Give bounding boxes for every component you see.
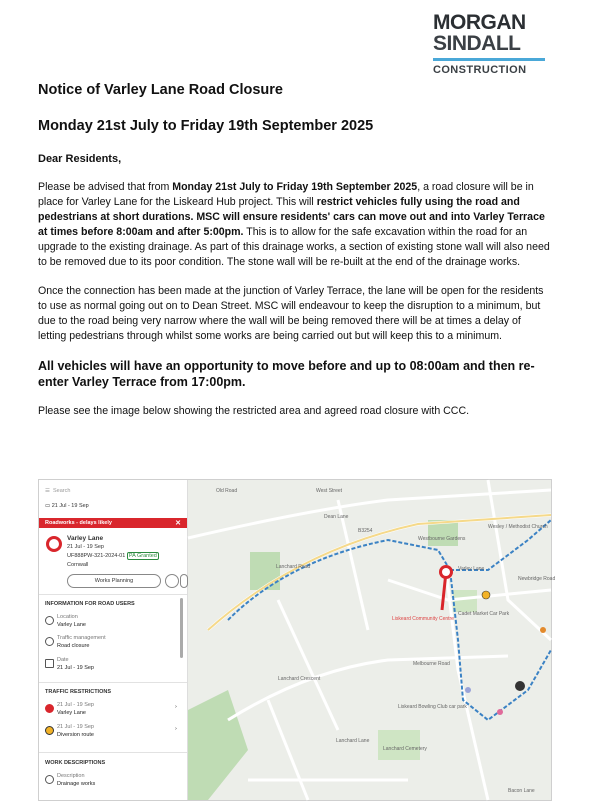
- logo-line-1: MORGAN: [433, 11, 526, 34]
- company-logo: [433, 12, 548, 76]
- divider: [39, 682, 187, 683]
- notice-title: Notice of Varley Lane Road Closure: [38, 82, 283, 98]
- para1-text-e: This is to allow for the safe excavation within the road for an upgrade to the existing drainage. As part of this drainage works, a section of existing stone wall will also need to be removed due to its poor condition. The stone wall will be re-built at the end of the drainage works.: [38, 226, 550, 268]
- greeting: Dear Residents,: [38, 153, 122, 165]
- map-label: Liskeard Community Centre: [392, 616, 454, 622]
- map-label: Lanchard Cemetery: [383, 746, 427, 752]
- location-pin-icon: [45, 616, 54, 625]
- card-ref-value: UF888PW-321-2024-01: [67, 553, 126, 559]
- map-label: Old Road: [216, 488, 238, 494]
- para1-dates-bold: Monday 21st July to Friday 19th September 2025: [172, 181, 418, 193]
- chevron-right-icon[interactable]: ›: [175, 704, 177, 710]
- poi-marker-icon: [540, 627, 546, 633]
- map-label: Lanchard Crescent: [278, 676, 321, 682]
- map-label: West Street: [316, 488, 343, 494]
- map-label: Bacon Lane: [508, 788, 535, 794]
- calendar-icon: [45, 659, 54, 668]
- logo-rule: [433, 58, 545, 61]
- poi-marker-icon: [465, 687, 471, 693]
- date-value: 21 Jul - 19 Sep: [57, 665, 94, 671]
- work-value: Drainage works: [57, 781, 96, 787]
- logo-line-3: CONSTRUCTION: [433, 64, 527, 76]
- date-label: Date: [57, 657, 69, 663]
- para1-text-a: Please be advised that from: [38, 181, 173, 193]
- green-area: [453, 590, 477, 612]
- more-options-icon[interactable]: [180, 574, 188, 588]
- close-icon[interactable]: ✕: [175, 520, 181, 527]
- map-label: Cadet Market Car Park: [458, 611, 510, 617]
- traffic-management-icon: [45, 637, 54, 646]
- map-label: B3254: [358, 528, 373, 534]
- map-label: Dean Lane: [324, 514, 349, 520]
- location-value: Varley Lane: [57, 622, 86, 628]
- card-authority: Cornwall: [67, 562, 89, 568]
- dates-heading: Monday 21st July to Friday 19th September 2025: [38, 118, 374, 134]
- location-label: Location: [57, 614, 78, 620]
- banner-text: Roadworks - delays likely: [45, 520, 112, 526]
- roadworks-side-panel: [39, 480, 188, 800]
- no-entry-sign-icon: [46, 536, 62, 552]
- roadworks-banner: [39, 518, 187, 528]
- map-label: Newbridge Road: [518, 576, 556, 582]
- map-label: Lanchard Lane: [336, 738, 370, 744]
- chevron-right-icon[interactable]: ›: [175, 726, 177, 732]
- map-label: Liskeard Bowling Club car park: [398, 704, 467, 710]
- para1-text-c: , a road closure will be in place for Varley Lane for the Liskeard Hub project. This will: [38, 181, 534, 208]
- restrictions-heading: TRAFFIC RESTRICTIONS: [45, 689, 111, 695]
- restriction-1-date: 21 Jul - 19 Sep: [57, 702, 94, 708]
- restriction-2-date: 21 Jul - 19 Sep: [57, 724, 94, 730]
- road-closure-icon: [45, 704, 54, 713]
- date-filter[interactable]: ▭ 21 Jul - 19 Sep: [45, 503, 89, 509]
- restriction-1-value[interactable]: Varley Lane: [57, 710, 86, 716]
- search-placeholder: Search: [53, 488, 71, 494]
- paragraph-2: Once the connection has been made at the junction of Varley Terrace, the lane will be open for the residents to use as normal going out on to Dean Street. MSC will endeavour to keep the disruption to a minimum, but due to the road being very narrow where the wall will be being removed there will be at times a delay of letting pedestrians through whilst some works are being carried out but will keep this to a minimum.: [38, 285, 544, 342]
- divider: [39, 594, 187, 595]
- roadworks-map-screenshot: [38, 479, 556, 801]
- search-field[interactable]: ☰ Search: [45, 488, 71, 494]
- works-planning-button[interactable]: [67, 574, 161, 588]
- info-heading: INFORMATION FOR ROAD USERS: [45, 601, 135, 607]
- paragraph-4: Please see the image below showing the restricted area and agreed road closure with CCC.: [38, 405, 470, 417]
- works-planning-label: Works Planning: [94, 578, 134, 584]
- share-icon[interactable]: [165, 574, 179, 588]
- traffic-label: Traffic management: [57, 635, 106, 641]
- map-label: Westbourne Gardens: [418, 536, 466, 542]
- street-map[interactable]: [188, 480, 556, 800]
- description-icon: [45, 775, 54, 784]
- work-heading: WORK DESCRIPTIONS: [45, 760, 106, 766]
- map-label: Wesley / Methodist Church: [488, 524, 548, 530]
- diversion-marker-icon: [482, 591, 490, 599]
- map-label: Lanchard Road: [276, 564, 311, 570]
- restriction-2-value[interactable]: Diversion route: [57, 732, 94, 738]
- map-label: Varley Lane: [458, 566, 485, 572]
- work-label: Description: [57, 773, 85, 779]
- divider: [39, 752, 187, 753]
- road-name: Varley Lane: [67, 535, 104, 542]
- green-area: [378, 730, 420, 760]
- scrollbar[interactable]: [180, 598, 183, 658]
- poi-marker-icon: [497, 709, 503, 715]
- paragraph-1: [38, 180, 552, 270]
- notice-document: [38, 82, 552, 419]
- para1-restriction-bold: restrict vehicles fully using the road and pedestrians at short durations. MSC will ensure residents' cars can move out and into Varley Terrace at times before 8:00am and after 5:00pm.: [38, 196, 545, 238]
- status-badge: PA Granted: [128, 553, 157, 559]
- map-label: Melbourne Road: [413, 661, 450, 667]
- card-date: 21 Jul - 19 Sep: [67, 544, 104, 550]
- diversion-icon: [45, 726, 54, 735]
- works-marker-icon: [515, 681, 525, 691]
- traffic-value: Road closure: [57, 643, 90, 649]
- logo-line-2: SINDALL: [433, 32, 521, 55]
- green-area: [250, 552, 280, 590]
- date-filter-value: 21 Jul - 19 Sep: [51, 503, 89, 509]
- card-reference: [67, 553, 159, 559]
- paragraph-3-bold: All vehicles will have an opportunity to move before and up to 08:00am and then re-enter Varley Terrace from 17:00pm.: [38, 359, 535, 389]
